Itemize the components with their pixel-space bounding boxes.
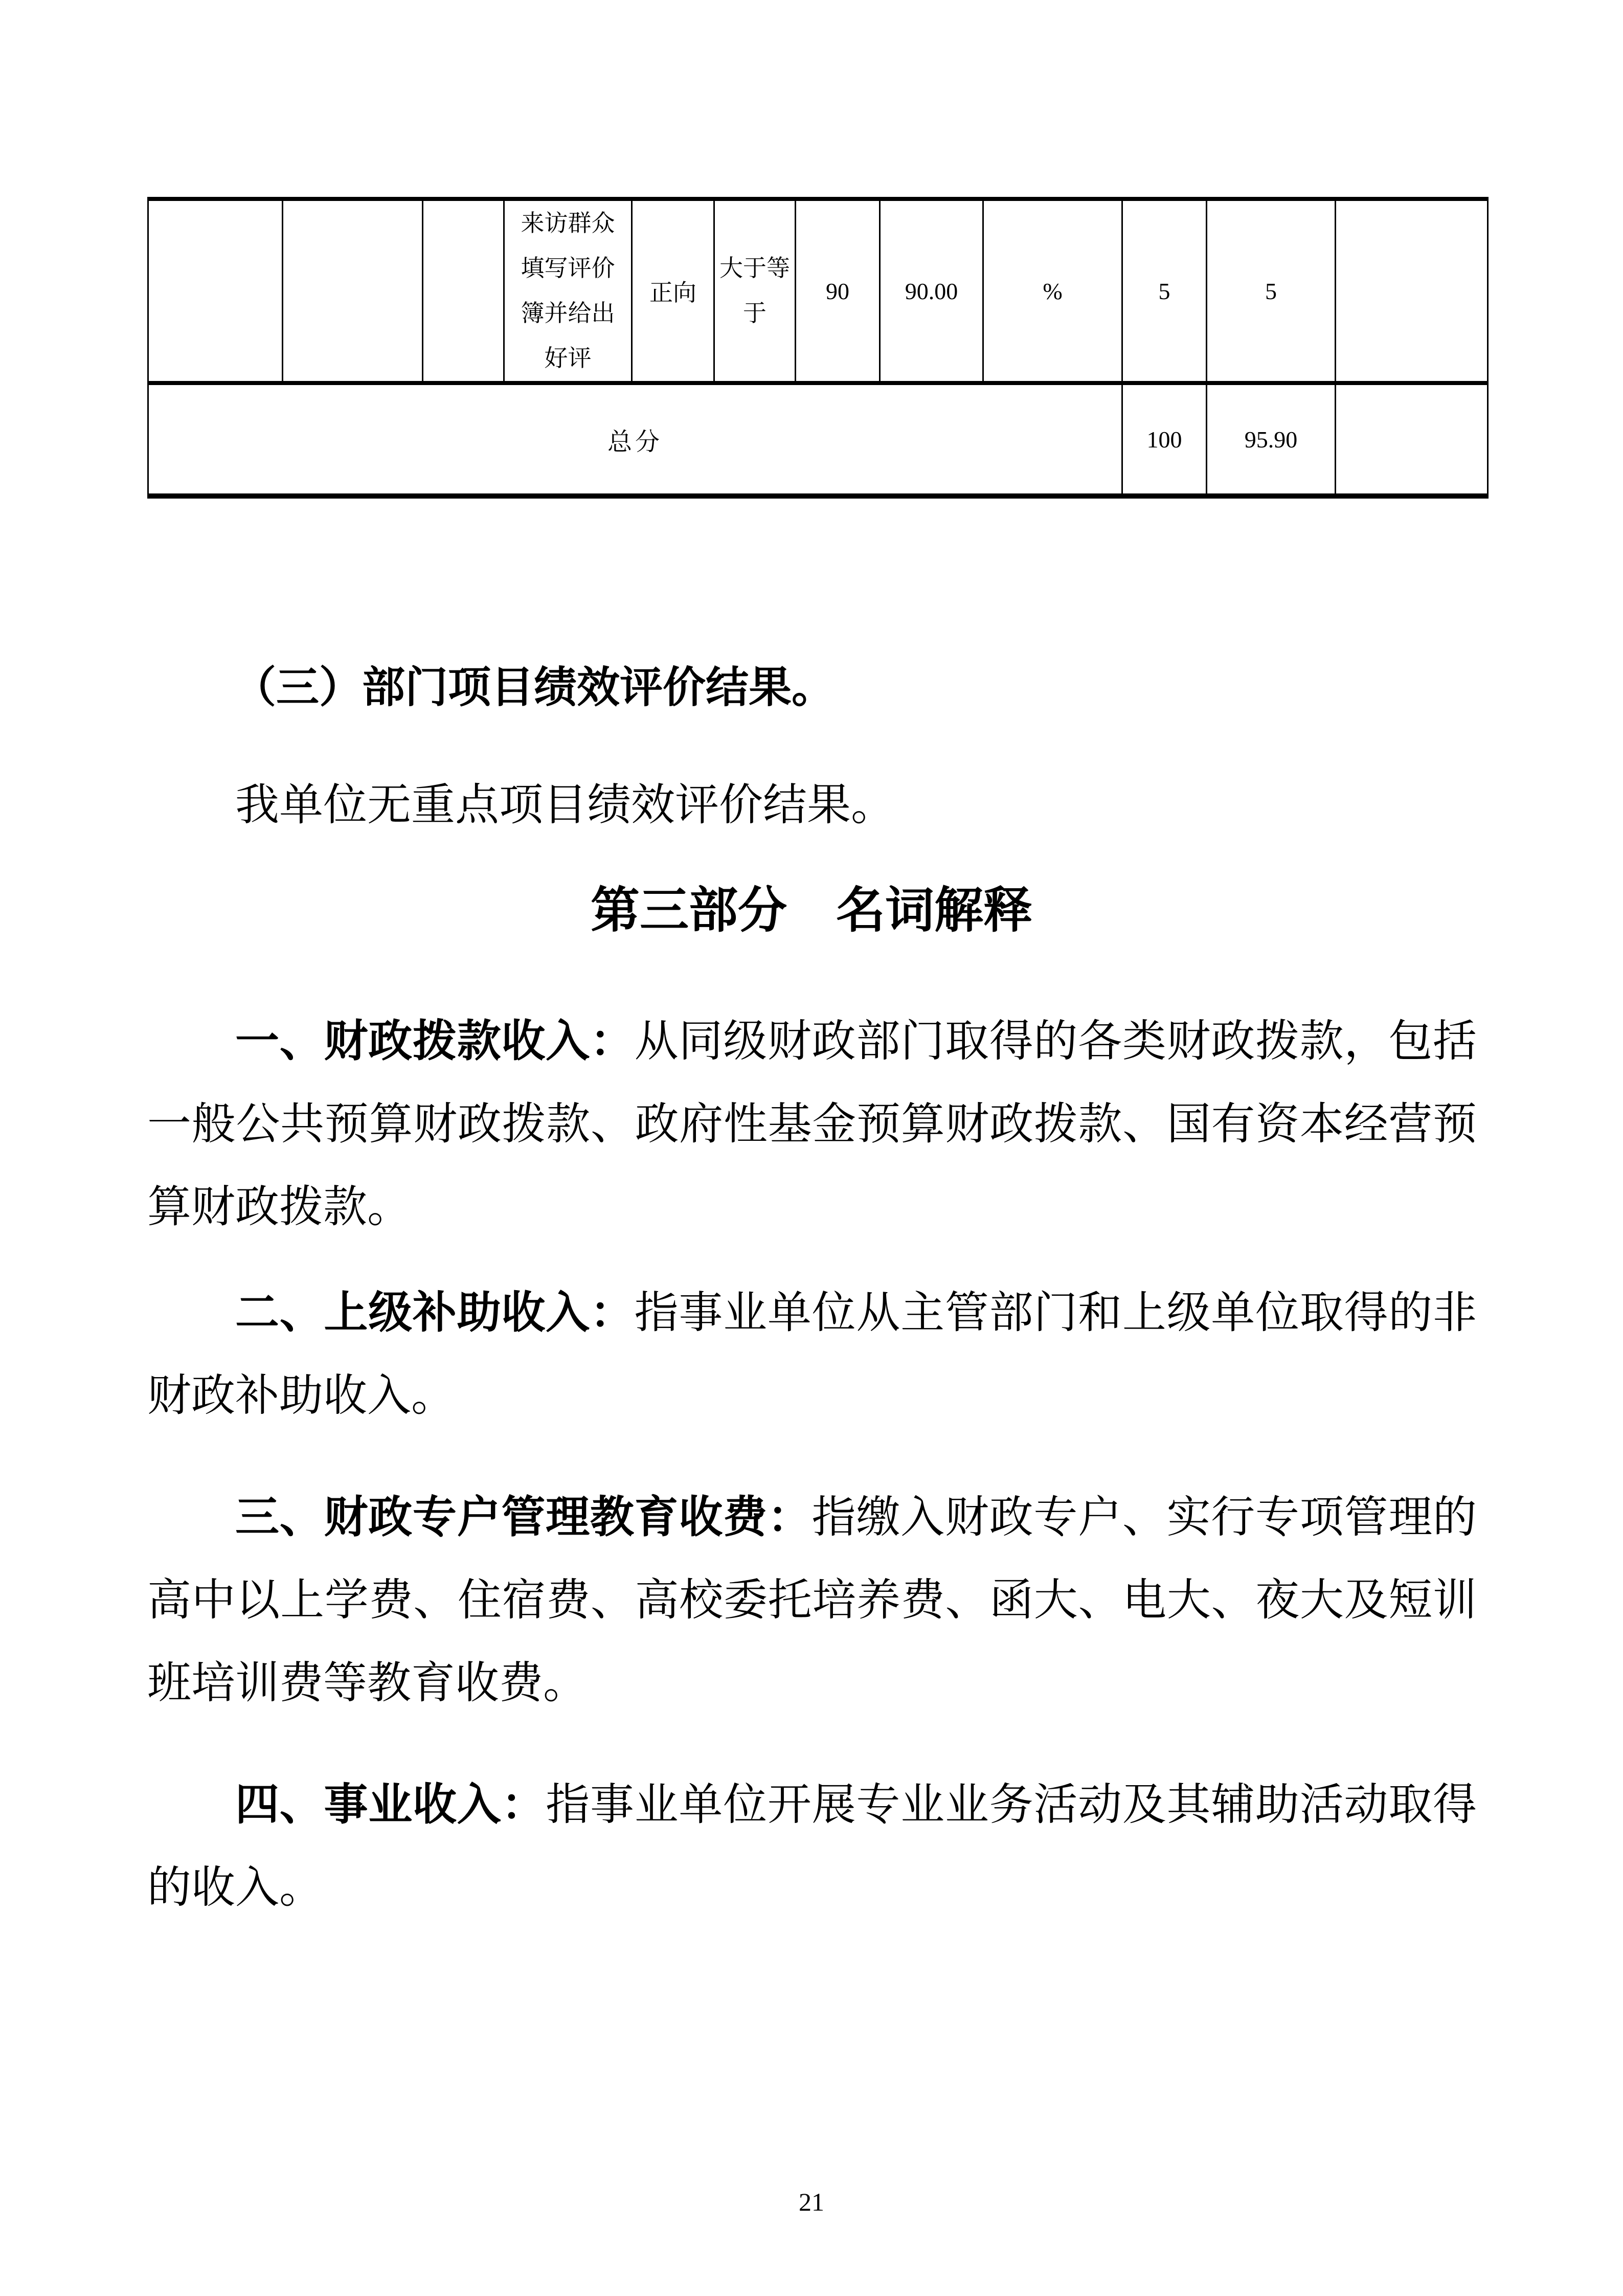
term-text: 一般公共预算财政拨款、政府性基金预算财政拨款、国有资本经营预 bbox=[147, 1099, 1477, 1149]
term-label: 二、上级补助收入： bbox=[235, 1288, 635, 1337]
empty-cell-4 bbox=[1336, 199, 1488, 383]
indicator-line: 簿并给出 bbox=[521, 300, 615, 326]
section-heading: （三）部门项目绩效评价结果。 bbox=[233, 664, 835, 712]
operator-cell bbox=[714, 199, 796, 383]
weight-cell: 5 bbox=[1122, 199, 1207, 383]
text-line bbox=[147, 1354, 1477, 1437]
term-text: 指事业单位从主管部门和上级单位取得的非 bbox=[634, 1288, 1477, 1337]
text-line bbox=[147, 1846, 1477, 1929]
performance-evaluation-table bbox=[147, 197, 1489, 499]
actual-value-cell: 90.00 bbox=[880, 199, 983, 383]
indicator-line: 来访群众 bbox=[521, 210, 615, 236]
term-label: 一、财政拨款收入： bbox=[235, 1017, 635, 1066]
term-label: 三、财政专户管理教育收费： bbox=[235, 1493, 812, 1542]
term-text: 高中以上学费、住宿费、高校委托培养费、函大、电大、夜大及短训 bbox=[147, 1575, 1477, 1625]
term-text: 财政补助收入。 bbox=[147, 1371, 455, 1420]
term-text: 指事业单位开展专业业务活动及其辅助活动取得 bbox=[546, 1780, 1477, 1829]
indicator-cell bbox=[504, 199, 632, 383]
text-line bbox=[147, 1165, 1477, 1248]
empty-cell-2 bbox=[283, 199, 423, 383]
part-title: 第三部分 名词解释 bbox=[591, 883, 1032, 938]
direction-cell: 正向 bbox=[632, 199, 714, 383]
operator-line: 大于等 bbox=[719, 255, 790, 281]
term-text: 算财政拨款。 bbox=[147, 1182, 411, 1231]
text-line bbox=[147, 1476, 1477, 1559]
page-number: 21 bbox=[799, 2188, 824, 2216]
text-line bbox=[147, 1271, 1477, 1354]
term-text: 指缴入财政专户、实行专项管理的 bbox=[812, 1493, 1477, 1542]
text-line bbox=[147, 1083, 1477, 1165]
table-row-total bbox=[148, 383, 1488, 496]
section-body-text: 我单位无重点项目绩效评价结果。 bbox=[235, 780, 895, 829]
target-value-cell: 90 bbox=[796, 199, 880, 383]
empty-cell-1 bbox=[148, 199, 283, 383]
term-label: 四、事业收入： bbox=[235, 1780, 546, 1829]
term-paragraph-2 bbox=[147, 1271, 1477, 1437]
table-row-indicator bbox=[148, 199, 1488, 383]
text-line bbox=[147, 1559, 1477, 1641]
text-line bbox=[147, 1641, 1477, 1724]
unit-cell: % bbox=[983, 199, 1122, 383]
term-text: 从同级财政部门取得的各类财政拨款，包括 bbox=[634, 1017, 1477, 1066]
term-text: 班培训费等教育收费。 bbox=[147, 1658, 587, 1707]
score-cell: 5 bbox=[1207, 199, 1336, 383]
term-paragraph-1 bbox=[147, 1000, 1477, 1248]
empty-cell-3 bbox=[423, 199, 504, 383]
indicator-line: 填写评价 bbox=[521, 255, 615, 281]
term-paragraph-4 bbox=[147, 1763, 1477, 1929]
term-text: 的收入。 bbox=[147, 1863, 323, 1912]
text-line bbox=[147, 1763, 1477, 1846]
indicator-line: 好评 bbox=[544, 345, 592, 371]
text-line bbox=[147, 1000, 1477, 1083]
term-paragraph-3 bbox=[147, 1476, 1477, 1724]
total-label-cell: 总分 bbox=[148, 383, 1122, 496]
total-score-cell: 95.90 bbox=[1207, 383, 1336, 496]
empty-cell-5 bbox=[1336, 383, 1488, 496]
total-weight-cell: 100 bbox=[1122, 383, 1207, 496]
operator-line: 于 bbox=[743, 300, 767, 326]
